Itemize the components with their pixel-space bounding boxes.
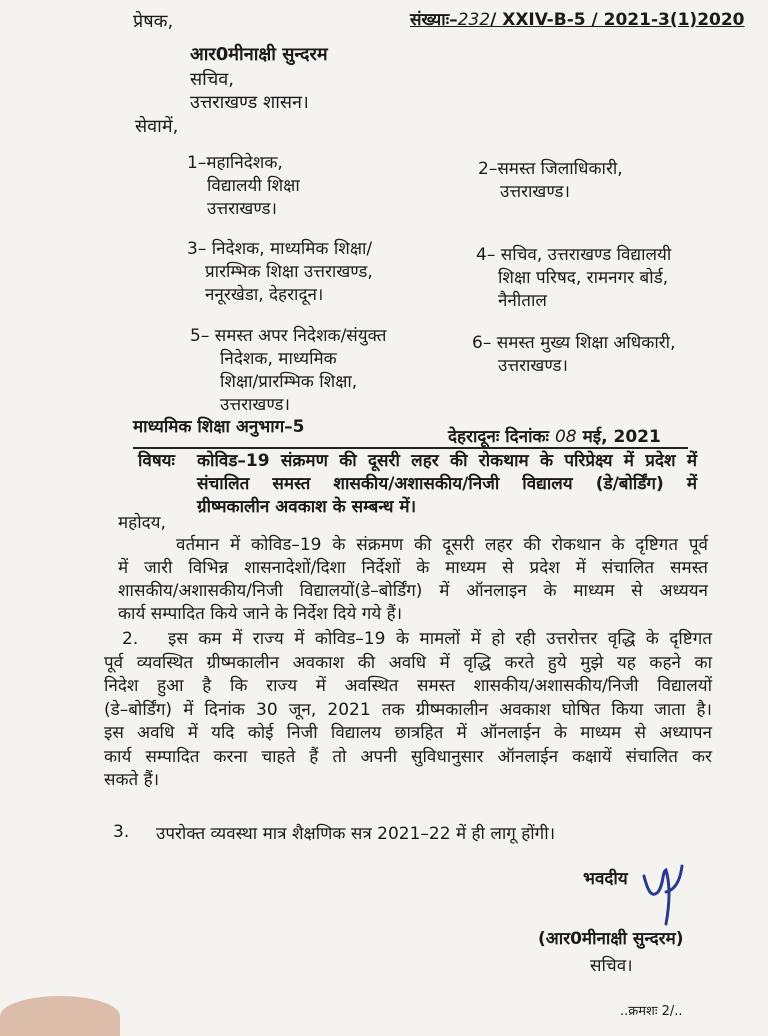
sender-title: सचिव, [190,69,234,90]
sender-organization: उत्तराखण्ड शासन। [190,92,309,113]
recipient-5 [190,325,386,417]
subject-line: संचालित समस्त शासकीय/अशासकीय/निजी विद्यालय (डे/बोर्डिंग) में [197,473,697,494]
date-prefix: देहरादूनः दिनांकः [448,427,549,447]
paragraph-2-number: 2. [122,629,139,649]
date-suffix: मई, 2021 [582,427,661,447]
paragraph-line: शासकीय/अशासकीय/निजी विद्यालयों(डे–बोर्डिंग) में ऑनलाइन के माध्यम से अध्ययन [118,581,708,601]
paragraph-line: वर्तमान में कोविड–19 के संक्रमण की दूसरी लहर की रोकथान के दृष्टिगत पूर्व [176,535,708,555]
signatory-title: सचिव। [590,956,633,976]
department-label: माध्यमिक शिक्षा अनुभाग–5 [133,417,305,437]
recipient-line: नैनीताल [498,290,547,311]
closing-yours: भवदीय [583,869,628,889]
paragraph-2 [104,628,712,793]
paragraph-line: कार्य सम्पादित किये जाने के निर्देश दिये गये हैं। [118,604,403,624]
paragraph-3: उपरोक्त व्यवस्था मात्र शैक्षणिक सत्र 2021–22 में ही लागू होंगी। [156,824,556,844]
to-label: सेवामें, [135,116,179,137]
recipient-line: निदेशक, माध्यमिक [220,348,337,369]
letter-date [448,426,661,449]
reference-suffix: / XXIV-B-5 / 2021-3(1)2020 [490,10,745,30]
recipient-2 [478,158,623,204]
recipient-line: शिक्षा परिषद, रामनगर बोर्ड, [498,267,669,288]
subject-line: ग्रीष्मकालीन अवकाश के सम्बन्ध में। [197,496,417,517]
date-day: 08 [554,427,577,447]
signatory-name: (आर0मीनाक्षी सुन्दरम) [538,929,684,949]
signature-mark [640,862,686,932]
divider [133,447,688,449]
recipient-line: विद्यालयी शिक्षा [207,175,300,196]
reference-prefix: संख्याः– [410,10,458,30]
paragraph-line: सकते हैं। [104,770,160,790]
recipient-line: प्रारम्भिक शिक्षा उत्तराखण्ड, [205,261,373,282]
recipient-line: 3– निदेशक, माध्यमिक शिक्षा/ [187,239,373,259]
recipient-line: उत्तराखण्ड। [500,181,570,202]
subject-text [197,450,697,519]
paragraph-line: इस अवधि में यदि कोई निजी विद्यालय छात्रहित में ऑनलाईन के माध्यम से अध्यापन [104,723,712,743]
paragraph-line: (डे–बोर्डिंग) में दिनांक 30 जून, 2021 तक ग्रीष्मकालीन अवकाश घोषित किया जाता है। [104,699,712,720]
paragraph-3-number: 3. [113,822,130,842]
subject-line: कोविड–19 संक्रमण की दूसरी लहर की रोकथाम के परिप्रेक्ष्य में प्रदेश में [197,451,697,471]
recipient-line: उत्तराखण्ड। [207,198,277,219]
finger-in-photo [0,996,120,1036]
recipient-3 [187,238,373,307]
recipient-6 [472,332,675,378]
recipient-line: 6– समस्त मुख्य शिक्षा अधिकारी, [472,333,676,353]
sender-name: आर0मीनाक्षी सुन्दरम [190,44,328,65]
reference-handwritten: 232 [457,10,491,30]
recipient-line: 1–महानिदेशक, [187,153,283,173]
paragraph-line: कार्य सम्पादित करना चाहते हैं तो अपनी सुविधानुसार ऑनलाईन कक्षायें संचालित कर [104,746,712,767]
recipient-line: 5– समस्त अपर निदेशक/संयुक्त [190,326,387,346]
recipient-line: शिक्षा/प्रारम्भिक शिक्षा, [220,371,358,392]
recipient-1 [187,152,300,221]
recipient-line: 4– सचिव, उत्तराखण्ड विद्यालयी [476,245,672,265]
paragraph-line: निदेश हुआ है कि राज्य में अवस्थित समस्त शासकीय/अशासकीय/निजी विद्यालयों [104,676,712,696]
reference-number [410,9,745,32]
sender-label: प्रेषक, [133,11,174,32]
recipient-line: 2–समस्त जिलाधिकारी, [478,159,623,179]
recipient-4 [476,244,671,313]
paragraph-line: में जारी विभिन्न शासनादेशों/दिशा निर्देशों के माध्यम से प्रदेश में संचालित समस्त [118,558,708,578]
paragraph-line: इस कम में राज्य में कोविड–19 के मामलों में हो रही उत्तरोत्तर वृद्धि के दृष्टिगत [168,629,712,649]
recipient-line: उत्तराखण्ड। [220,394,290,415]
recipient-line: उत्तराखण्ड। [498,355,568,376]
paragraph-line: पूर्व व्यवस्थित ग्रीष्मकालीन अवकाश की अवधि में वृद्धि करते हुये मुझे यह कहने का [104,652,712,673]
recipient-line: ननूरखेडा, देहरादून। [205,284,324,305]
salutation: महोदय, [118,513,166,533]
paragraph-1 [118,534,708,626]
subject-label: विषयः [138,451,175,471]
continued-marker: ..क्रमशः 2/.. [620,1004,683,1019]
